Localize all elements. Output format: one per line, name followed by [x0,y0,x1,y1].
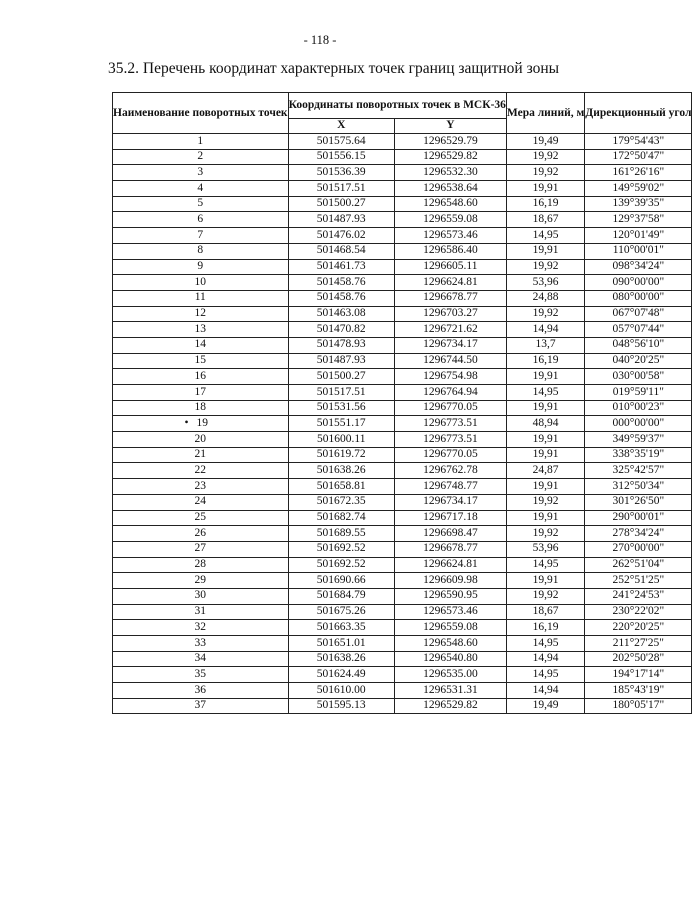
point-number-cell: 7 [113,228,289,244]
direction-angle-cell: 180°05'17" [585,698,692,714]
x-coordinate-cell: 501536.39 [288,165,394,181]
y-coordinate-cell: 1296529.82 [394,149,506,165]
point-number-cell: 23 [113,479,289,495]
table-row [113,243,692,259]
x-coordinate-cell: 501500.27 [288,196,394,212]
line-length-cell: 19,91 [506,573,584,589]
table-row [113,557,692,573]
table-row [113,400,692,416]
point-number-cell: 1 [113,134,289,150]
table-row [113,620,692,636]
x-coordinate-cell: 501638.26 [288,463,394,479]
point-number-cell: 15 [113,353,289,369]
x-coordinate-cell: 501531.56 [288,400,394,416]
y-coordinate-cell: 1296678.77 [394,290,506,306]
y-coordinate-cell: 1296529.79 [394,134,506,150]
x-coordinate-cell: 501651.01 [288,636,394,652]
coordinates-table [112,92,692,714]
direction-angle-cell: 019°59'11" [585,385,692,401]
direction-angle-cell: 185°43'19" [585,683,692,699]
line-length-cell: 19,91 [506,243,584,259]
y-coordinate-cell: 1296744.50 [394,353,506,369]
line-length-cell: 14,95 [506,228,584,244]
direction-angle-cell: 290°00'01" [585,510,692,526]
table-row [113,463,692,479]
x-coordinate-cell: 501638.26 [288,651,394,667]
direction-angle-cell: 241°24'53" [585,588,692,604]
point-number-cell: 9 [113,259,289,275]
table-row [113,196,692,212]
point-number-cell: 12 [113,306,289,322]
x-coordinate-cell: 501575.64 [288,134,394,150]
y-coordinate-cell: 1296678.77 [394,541,506,557]
line-length-cell: 16,19 [506,620,584,636]
header-line-length: Мера линий, м [506,93,584,134]
table-row [113,306,692,322]
line-length-cell: 19,92 [506,588,584,604]
x-coordinate-cell: 501690.66 [288,573,394,589]
direction-angle-cell: 230°22'02" [585,604,692,620]
direction-angle-cell: 067°07'48" [585,306,692,322]
table-row [113,212,692,228]
y-coordinate-cell: 1296717.18 [394,510,506,526]
line-length-cell: 19,91 [506,432,584,448]
x-coordinate-cell: 501689.55 [288,526,394,542]
point-number-cell: 36 [113,683,289,699]
direction-angle-cell: 270°00'00" [585,541,692,557]
x-coordinate-cell: 501463.08 [288,306,394,322]
direction-angle-cell: 048°56'10" [585,337,692,353]
direction-angle-cell: 220°20'25" [585,620,692,636]
direction-angle-cell: 338°35'19" [585,447,692,463]
table-row [113,385,692,401]
line-length-cell: 18,67 [506,604,584,620]
table-row [113,573,692,589]
table-row [113,636,692,652]
line-length-cell: 14,94 [506,322,584,338]
y-coordinate-cell: 1296721.62 [394,322,506,338]
line-length-cell: 19,92 [506,259,584,275]
line-length-cell: 19,92 [506,149,584,165]
y-coordinate-cell: 1296734.17 [394,494,506,510]
table-row [113,447,692,463]
x-coordinate-cell: 501500.27 [288,369,394,385]
y-coordinate-cell: 1296762.78 [394,463,506,479]
point-number-cell: 25 [113,510,289,526]
line-length-cell: 53,96 [506,275,584,291]
section-heading: 35.2. Перечень координат характерных точек границ защитной зоны [108,60,560,77]
line-length-cell: 14,94 [506,651,584,667]
page-number: - 118 - [303,33,337,47]
point-number-cell: 30 [113,588,289,604]
y-coordinate-cell: 1296698.47 [394,526,506,542]
y-coordinate-cell: 1296529.82 [394,698,506,714]
direction-angle-cell: 120°01'49" [585,228,692,244]
line-length-cell: 19,91 [506,181,584,197]
direction-angle-cell: 179°54'43" [585,134,692,150]
y-coordinate-cell: 1296764.94 [394,385,506,401]
direction-angle-cell: 172°50'47" [585,149,692,165]
direction-angle-cell: 349°59'37" [585,432,692,448]
x-coordinate-cell: 501478.93 [288,337,394,353]
table-row [113,259,692,275]
y-coordinate-cell: 1296535.00 [394,667,506,683]
table-row [113,651,692,667]
table-row [113,526,692,542]
x-coordinate-cell: 501487.93 [288,212,394,228]
table-row [113,698,692,714]
direction-angle-cell: 139°39'35" [585,196,692,212]
table-row [113,416,692,432]
y-coordinate-cell: 1296590.95 [394,588,506,604]
point-number-cell: 22 [113,463,289,479]
direction-angle-cell: 098°34'24" [585,259,692,275]
direction-angle-cell: 010°00'23" [585,400,692,416]
table-row [113,165,692,181]
point-number: 19 [196,416,209,429]
x-coordinate-cell: 501619.72 [288,447,394,463]
bullet-mark: • [184,416,189,429]
table-row [113,588,692,604]
direction-angle-cell: 057°07'44" [585,322,692,338]
direction-angle-cell: 252°51'25" [585,573,692,589]
point-number-cell: 8 [113,243,289,259]
direction-angle-cell: 312°50'34" [585,479,692,495]
x-coordinate-cell: 501517.51 [288,385,394,401]
point-number-cell: 26 [113,526,289,542]
table-row [113,275,692,291]
line-length-cell: 19,91 [506,400,584,416]
table-row [113,510,692,526]
point-number-cell: 21 [113,447,289,463]
table-row [113,369,692,385]
y-coordinate-cell: 1296734.17 [394,337,506,353]
table-row [113,337,692,353]
x-coordinate-cell: 501517.51 [288,181,394,197]
line-length-cell: 16,19 [506,196,584,212]
x-coordinate-cell: 501610.00 [288,683,394,699]
header-direction-angle: Дирекционный угол [585,93,692,134]
header-x: X [288,118,394,133]
direction-angle-cell: 211°27'25" [585,636,692,652]
x-coordinate-cell: 501682.74 [288,510,394,526]
header-y: Y [394,118,506,133]
point-number-cell: 33 [113,636,289,652]
x-coordinate-cell: 501675.26 [288,604,394,620]
direction-angle-cell: 262°51'04" [585,557,692,573]
point-number-cell: 20 [113,432,289,448]
y-coordinate-cell: 1296773.51 [394,416,506,432]
y-coordinate-cell: 1296548.60 [394,196,506,212]
direction-angle-cell: 090°00'00" [585,275,692,291]
y-coordinate-cell: 1296748.77 [394,479,506,495]
point-number-cell: 28 [113,557,289,573]
y-coordinate-cell: 1296559.08 [394,620,506,636]
y-coordinate-cell: 1296624.81 [394,557,506,573]
point-number-cell: 18 [113,400,289,416]
x-coordinate-cell: 501458.76 [288,275,394,291]
point-number-cell: 11 [113,290,289,306]
direction-angle-cell: 202°50'28" [585,651,692,667]
point-number-cell [113,416,289,432]
point-number-cell: 29 [113,573,289,589]
table-row [113,149,692,165]
point-number-cell: 10 [113,275,289,291]
y-coordinate-cell: 1296559.08 [394,212,506,228]
line-length-cell: 19,92 [506,165,584,181]
line-length-cell: 14,95 [506,385,584,401]
x-coordinate-cell: 501672.35 [288,494,394,510]
x-coordinate-cell: 501600.11 [288,432,394,448]
point-number-cell: 6 [113,212,289,228]
y-coordinate-cell: 1296605.11 [394,259,506,275]
x-coordinate-cell: 501487.93 [288,353,394,369]
y-coordinate-cell: 1296586.40 [394,243,506,259]
y-coordinate-cell: 1296548.60 [394,636,506,652]
line-length-cell: 14,95 [506,667,584,683]
table-row [113,228,692,244]
line-length-cell: 24,87 [506,463,584,479]
point-number-cell: 31 [113,604,289,620]
point-number-cell: 34 [113,651,289,667]
point-number-cell: 32 [113,620,289,636]
x-coordinate-cell: 501458.76 [288,290,394,306]
point-number-cell: 13 [113,322,289,338]
line-length-cell: 24,88 [506,290,584,306]
y-coordinate-cell: 1296754.98 [394,369,506,385]
direction-angle-cell: 301°26'50" [585,494,692,510]
y-coordinate-cell: 1296532.30 [394,165,506,181]
point-number-cell: 16 [113,369,289,385]
table-row [113,479,692,495]
x-coordinate-cell: 501468.54 [288,243,394,259]
table-row [113,494,692,510]
y-coordinate-cell: 1296770.05 [394,447,506,463]
direction-angle-cell: 040°20'25" [585,353,692,369]
y-coordinate-cell: 1296573.46 [394,604,506,620]
x-coordinate-cell: 501624.49 [288,667,394,683]
x-coordinate-cell: 501663.35 [288,620,394,636]
table-row [113,604,692,620]
line-length-cell: 19,91 [506,447,584,463]
line-length-cell: 16,19 [506,353,584,369]
line-length-cell: 19,91 [506,479,584,495]
point-number-cell: 5 [113,196,289,212]
point-number-cell: 3 [113,165,289,181]
table-row [113,683,692,699]
x-coordinate-cell: 501551.17 [288,416,394,432]
point-number-cell: 37 [113,698,289,714]
line-length-cell: 19,49 [506,698,584,714]
line-length-cell: 14,94 [506,683,584,699]
point-number-cell: 24 [113,494,289,510]
direction-angle-cell: 030°00'58" [585,369,692,385]
x-coordinate-cell: 501556.15 [288,149,394,165]
point-number-cell: 4 [113,181,289,197]
y-coordinate-cell: 1296538.64 [394,181,506,197]
x-coordinate-cell: 501595.13 [288,698,394,714]
y-coordinate-cell: 1296624.81 [394,275,506,291]
direction-angle-cell: 129°37'58" [585,212,692,228]
direction-angle-cell: 278°34'24" [585,526,692,542]
x-coordinate-cell: 501470.82 [288,322,394,338]
table-row [113,181,692,197]
point-number-cell: 27 [113,541,289,557]
line-length-cell: 19,91 [506,510,584,526]
x-coordinate-cell: 501684.79 [288,588,394,604]
line-length-cell: 19,92 [506,306,584,322]
table-row [113,322,692,338]
direction-angle-cell: 149°59'02" [585,181,692,197]
direction-angle-cell: 161°26'16" [585,165,692,181]
direction-angle-cell: 000°00'00" [585,416,692,432]
table-row [113,290,692,306]
line-length-cell: 14,95 [506,557,584,573]
line-length-cell: 53,96 [506,541,584,557]
line-length-cell: 14,95 [506,636,584,652]
table-row [113,667,692,683]
table-row [113,353,692,369]
x-coordinate-cell: 501692.52 [288,557,394,573]
line-length-cell: 19,91 [506,369,584,385]
point-number-cell: 35 [113,667,289,683]
y-coordinate-cell: 1296770.05 [394,400,506,416]
header-coordinates: Координаты поворотных точек в МСК-36 [288,93,506,119]
direction-angle-cell: 110°00'01" [585,243,692,259]
x-coordinate-cell: 501692.52 [288,541,394,557]
x-coordinate-cell: 501476.02 [288,228,394,244]
y-coordinate-cell: 1296540.80 [394,651,506,667]
table-body [113,134,692,714]
table-row [113,541,692,557]
line-length-cell: 19,92 [506,494,584,510]
header-point-name: Наименование поворотных точек [113,93,289,134]
direction-angle-cell: 194°17'14" [585,667,692,683]
x-coordinate-cell: 501658.81 [288,479,394,495]
y-coordinate-cell: 1296773.51 [394,432,506,448]
y-coordinate-cell: 1296609.98 [394,573,506,589]
point-number-cell: 17 [113,385,289,401]
point-number-cell: 14 [113,337,289,353]
line-length-cell: 19,92 [506,526,584,542]
line-length-cell: 18,67 [506,212,584,228]
table-row [113,432,692,448]
y-coordinate-cell: 1296531.31 [394,683,506,699]
direction-angle-cell: 325°42'57" [585,463,692,479]
direction-angle-cell: 080°00'00" [585,290,692,306]
table-row [113,134,692,150]
line-length-cell: 13,7 [506,337,584,353]
point-number-cell: 2 [113,149,289,165]
x-coordinate-cell: 501461.73 [288,259,394,275]
y-coordinate-cell: 1296703.27 [394,306,506,322]
line-length-cell: 48,94 [506,416,584,432]
y-coordinate-cell: 1296573.46 [394,228,506,244]
line-length-cell: 19,49 [506,134,584,150]
